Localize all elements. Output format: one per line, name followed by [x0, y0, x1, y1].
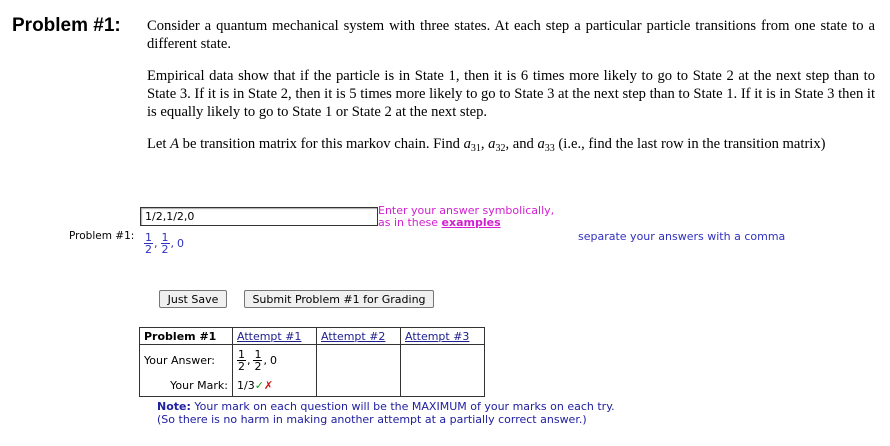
attempt-1-header: [232, 328, 316, 345]
entry-hint: [378, 205, 554, 229]
check-icon: ✓: [254, 379, 264, 392]
problem-heading: Problem #1:: [12, 15, 121, 36]
your-mark-label: Your Mark:: [140, 375, 233, 397]
attempt-1-link[interactable]: Attempt #1: [236, 329, 302, 343]
answer-side-label: Problem #1:: [69, 230, 135, 242]
attempts-table: [139, 327, 485, 397]
attempt-1-mark: 1/3✓✗: [232, 375, 316, 397]
table-problem-header: Problem #1: [140, 328, 233, 345]
submit-button[interactable]: Submit Problem #1 for Grading: [244, 290, 434, 308]
just-save-button[interactable]: Just Save: [159, 290, 227, 308]
separator-note: separate your answers with a comma: [578, 230, 786, 243]
problem-paragraph-3: Let A be transition matrix for this markov chain. Find $a_{31}$, $a_{32}$, and $a_{33}$ (i.e., find the last row in the transition matrix): [147, 136, 826, 154]
cross-icon: ✗: [263, 379, 274, 392]
attempt-3-header: [400, 328, 484, 345]
attempts-header-row: [140, 328, 485, 345]
preview-fraction-2: $\frac{1}{2}$: [161, 231, 169, 256]
preview-zero: 0: [177, 237, 184, 250]
your-answer-row: [140, 345, 485, 376]
grading-note: [157, 400, 615, 426]
attempt-1-answer: $\frac{1}{2}$ , $\frac{1}{2}$ , 0: [232, 345, 316, 376]
note-line-2: (So there is no harm in making another attempt at a partially correct answer.): [157, 413, 587, 426]
your-answer-label: Your Answer:: [140, 345, 233, 376]
answer-preview: $\frac{1}{2}$ , $\frac{1}{2}$ , 0: [145, 231, 184, 256]
attempt-2-cell: [316, 345, 400, 397]
examples-link[interactable]: examples: [441, 216, 501, 229]
attempt-3-cell: [400, 345, 484, 397]
problem-paragraph-2: Empirical data show that if the particle is in State 1, then it is 6 times more likely to go to State 2 at the next step than to State 3. If it is in State 2, then it is 5 times more likely to go to State 3 at the next step than to State 1. If it is in State 3 then it is equally likely to go to State 1 or State 2 at the next step.: [147, 68, 875, 120]
attempt-3-link[interactable]: Attempt #3: [404, 329, 470, 343]
hint-line-1: Enter your answer symbolically,: [378, 204, 555, 217]
problem-statement: [147, 17, 875, 158]
problem-paragraph-1: Consider a quantum mechanical system with three states. At each step a particular particle transitions from one state to a different state.: [147, 18, 875, 52]
attempt-fraction-2: $\frac{1}{2}$: [254, 347, 262, 373]
hint-line-2: as in these examples: [378, 216, 501, 229]
preview-fraction-1: $\frac{1}{2}$: [145, 231, 152, 256]
attempt-2-link[interactable]: Attempt #2: [320, 329, 386, 343]
attempt-fraction-1: $\frac{1}{2}$: [237, 347, 245, 373]
attempt-2-header: [316, 328, 400, 345]
answer-input[interactable]: [140, 207, 378, 226]
note-line-1: Note: Your mark on each question will be the MAXIMUM of your marks on each try.: [157, 400, 615, 413]
